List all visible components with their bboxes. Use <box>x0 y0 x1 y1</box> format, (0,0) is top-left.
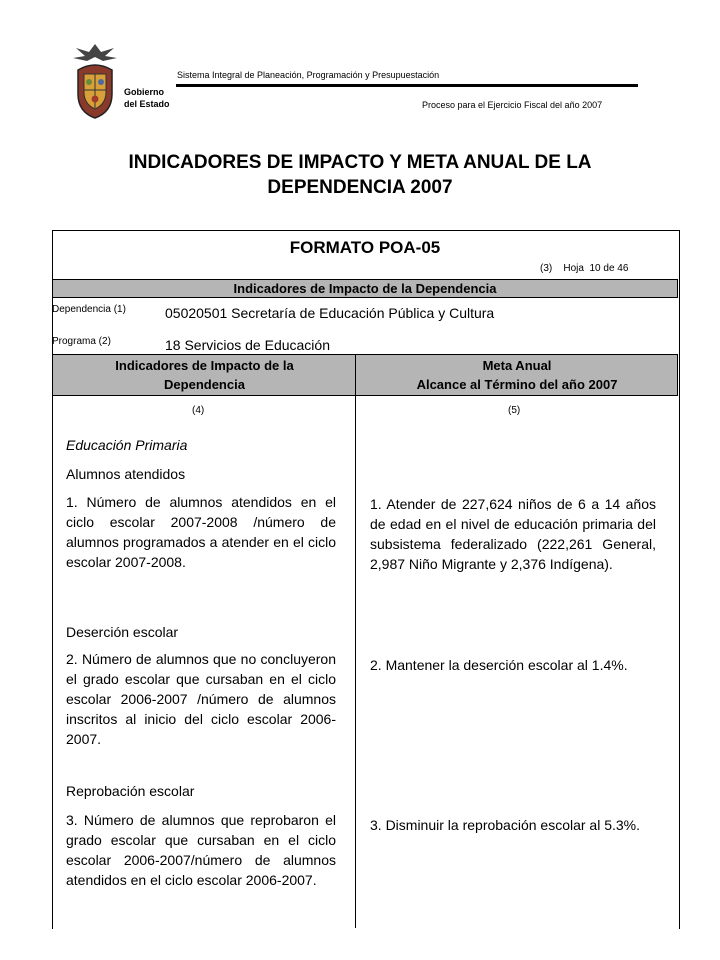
program-value: 18 Servicios de Educación <box>165 337 330 353</box>
item-1-heading: Alumnos atendidos <box>66 466 186 482</box>
dependency-label: Dependencia (1) <box>52 304 126 315</box>
item-3-goal: 3. Disminuir la reprobación escolar al 5.3%. <box>370 817 641 833</box>
fiscal-process: Proceso para el Ejercicio Fiscal del año 2007 <box>422 100 603 110</box>
category-heading: Educación Primaria <box>66 437 188 453</box>
header-divider <box>176 84 638 87</box>
item-2-indicator: 2. Número de alumnos que no concluyeron el grado escolar que cursaban en el ciclo escolar 2006-2007 /número de alumnos inscritos al inicio del ciclo escolar 2006-2007. <box>66 651 336 747</box>
columns-header <box>52 354 678 396</box>
sheet-ref: (3) <box>540 263 553 274</box>
item-2-heading: Deserción escolar <box>66 624 179 640</box>
gov-line-2: del Estado <box>124 99 170 109</box>
sheet-total: de 46 <box>603 263 629 274</box>
dependency-value: 05020501 Secretaría de Educación Pública y Cultura <box>165 305 495 321</box>
left-column-number: (4) <box>192 405 205 416</box>
item-1-goal: 1. Atender de 227,624 niños de 6 a 14 años de edad en el nivel de educación primaria del subsistema federalizado (222,261 General, 2,987 Niño Migrante y 2,376 Indígena). <box>370 496 656 572</box>
left-header-line-2: Dependencia <box>164 377 245 392</box>
title-line-2: DEPENDENCIA 2007 <box>267 177 453 198</box>
right-header-line-1: Meta Anual <box>482 358 552 373</box>
government-label <box>124 86 170 110</box>
right-header-line-2: Alcance al Término del año 2007 <box>416 377 618 392</box>
right-column-number: (5) <box>508 405 521 416</box>
item-3-indicator: 3. Número de alumnos que reprobaron el grado escolar que cursaban en el ciclo escolar 2006-2007/número de alumnos atendidos en el ciclo escolar 2006-2007. <box>66 812 336 888</box>
sheet-info <box>540 263 628 274</box>
left-header-line-1: Indicadores de Impacto de la <box>115 358 294 373</box>
program-label: Programa (2) <box>52 336 111 347</box>
left-column-header <box>53 356 356 394</box>
sheet-number: 10 <box>589 263 601 274</box>
item-3-heading: Reprobación escolar <box>66 783 195 799</box>
section-header: Indicadores de Impacto de la Dependencia <box>52 279 678 298</box>
gov-line-1: Gobierno <box>124 87 164 97</box>
right-column-header <box>357 356 677 394</box>
coat-of-arms-icon <box>70 42 120 120</box>
item-1-indicator: 1. Número de alumnos atendidos en el ciclo escolar 2007-2008 /número de alumnos programados a atender en el ciclo escolar 2007-2008. <box>66 494 336 570</box>
column-divider <box>355 354 356 928</box>
item-2-goal: 2. Mantener la deserción escolar al 1.4%. <box>370 657 628 673</box>
system-name: Sistema Integral de Planeación, Programación y Presupuestación <box>177 70 440 80</box>
title-line-1: INDICADORES DE IMPACTO Y META ANUAL DE LA <box>128 152 592 173</box>
form-code: FORMATO POA-05 <box>289 238 441 257</box>
page-title <box>60 150 660 200</box>
sheet-label: Hoja <box>563 263 584 274</box>
